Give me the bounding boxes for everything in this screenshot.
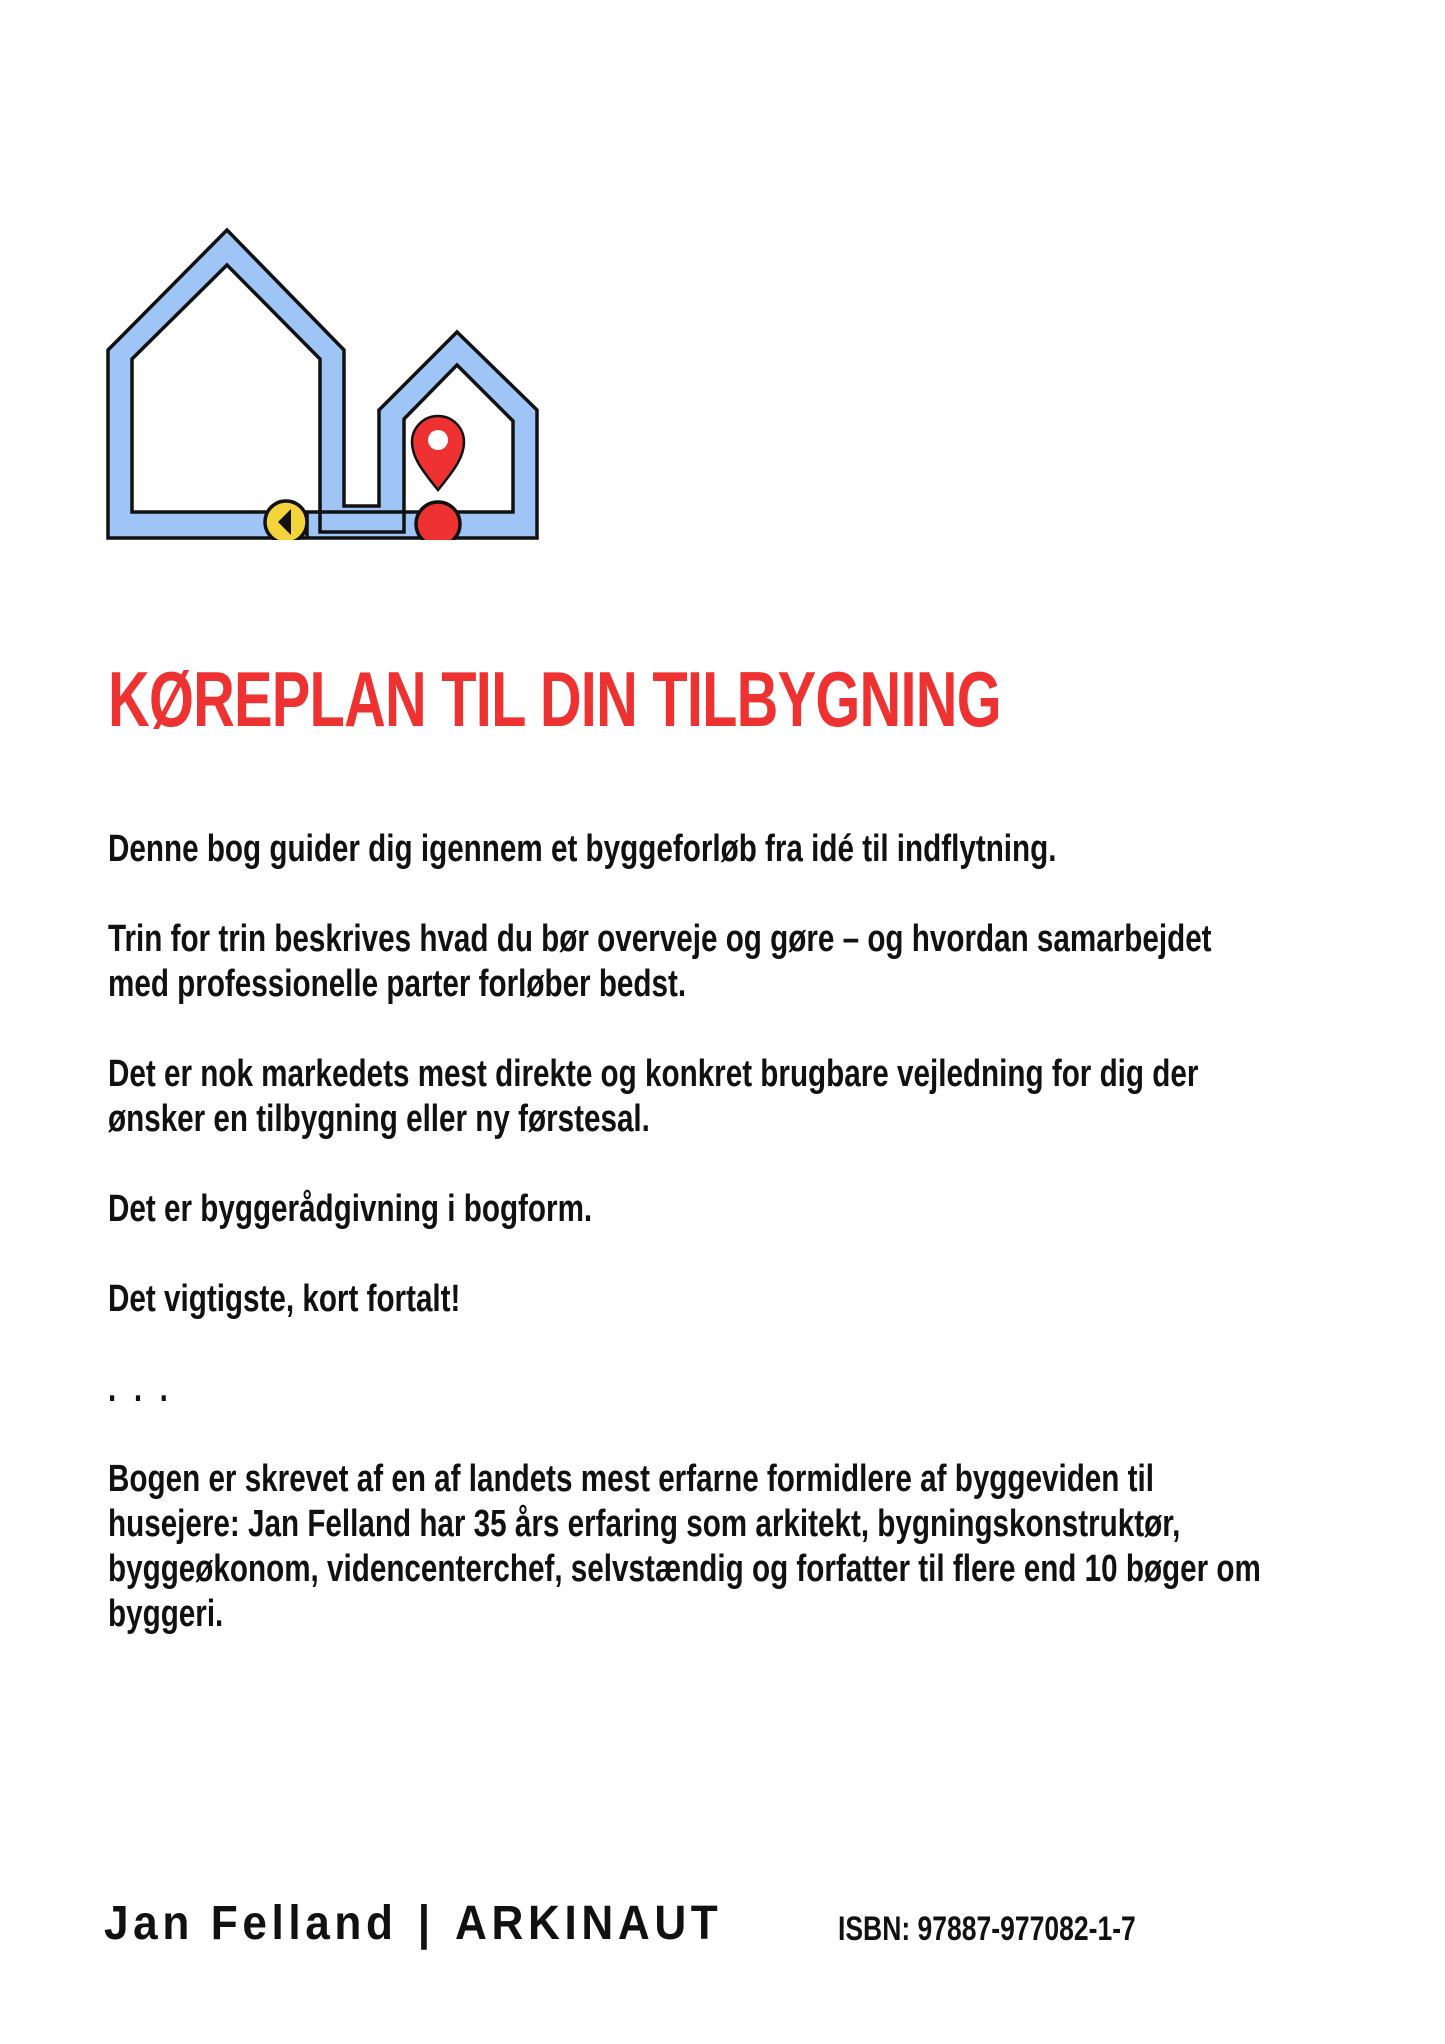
arrow-badge-icon: [265, 501, 307, 540]
paragraph: Bogen er skrevet af en af landets mest erfarne formidlere af byggeviden til husejere: Jan Felland har 35 års erfaring som arkitekt, bygningskonstruktør, byggeøkonom, videncenterchef, selvstændig og forfatter til flere end 10 bøger om byggeri.: [108, 1458, 1261, 1635]
paragraph: Trin for trin beskrives hvad du bør overveje og gøre – og hvordan samarbejdet med professionelle parter forløber bedst.: [108, 918, 1212, 1005]
paragraph: Denne bog guider dig igennem et byggeforløb fra idé til indflytning.: [108, 828, 1057, 870]
ellipsis: . . .: [108, 1368, 173, 1410]
publisher-name: ARKINAUT: [454, 1897, 723, 1950]
paragraph: Det er nok markedets mest direkte og konkret brugbare vejledning for dig der ønsker en tilbygning eller ny førstesal.: [108, 1053, 1199, 1140]
paragraph: Det vigtigste, kort fortalt!: [108, 1278, 461, 1320]
author-publisher: [104, 1897, 723, 1950]
house-route-logo: [100, 222, 540, 540]
location-pin-icon: [412, 416, 464, 490]
book-title: KØREPLAN TIL DIN TILBYGNING: [108, 655, 1001, 743]
paragraph: Det er byggerådgivning i bogform.: [108, 1188, 593, 1230]
destination-dot-icon: [416, 502, 460, 540]
description: [108, 827, 1278, 1682]
route-path: [108, 230, 537, 538]
author-name: Jan Felland: [104, 1897, 398, 1950]
separator: |: [417, 1897, 435, 1950]
isbn: ISBN: 97887-977082-1-7: [838, 1910, 1136, 1948]
